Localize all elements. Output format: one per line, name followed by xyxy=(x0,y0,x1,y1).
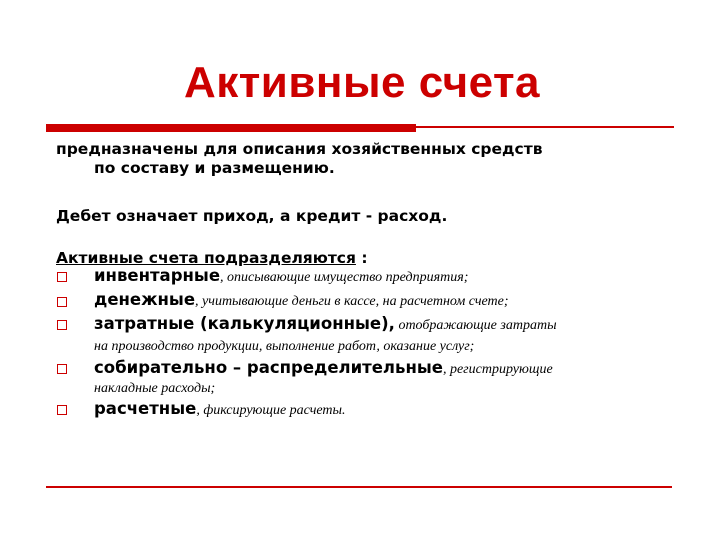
list-item-desc: отображающие затраты xyxy=(394,318,557,333)
intro-text-line1: предназначены для описания хозяйственных средств xyxy=(56,140,543,158)
division-heading xyxy=(56,249,368,267)
intro-text-line2: по составу и размещению. xyxy=(94,159,335,177)
list-item-desc: , учитывающие деньги в кассе, на расчетном счете; xyxy=(195,294,509,309)
list-item xyxy=(94,358,553,380)
list-item xyxy=(94,290,509,312)
hollow-square-bullet-icon xyxy=(57,405,67,415)
list-item-continuation: накладные расходы; xyxy=(94,381,216,396)
title-underline-thick xyxy=(46,124,416,132)
division-heading-colon: : xyxy=(355,249,368,267)
list-item-term: инвентарные xyxy=(94,266,221,285)
list-item-desc: , описывающие имущество предприятия; xyxy=(220,270,469,285)
list-item-term: денежные xyxy=(94,290,196,309)
list-item-term: расчетные xyxy=(94,399,197,418)
hollow-square-bullet-icon xyxy=(57,320,67,330)
list-item-desc: , фиксирующие расчеты. xyxy=(196,403,346,418)
list-item-continuation: на производство продукции, выполнение работ, оказание услуг; xyxy=(94,339,475,354)
list-item xyxy=(94,314,557,336)
list-item xyxy=(94,399,346,421)
division-heading-text: Активные счета подразделяются xyxy=(56,249,356,267)
debit-credit-text: Дебет означает приход, а кредит - расход. xyxy=(56,207,448,225)
list-item-term: собирательно – распределительные xyxy=(94,358,443,377)
hollow-square-bullet-icon xyxy=(57,272,67,282)
hollow-square-bullet-icon xyxy=(57,297,67,307)
list-item-desc: , регистрирующие xyxy=(442,362,553,377)
bottom-divider xyxy=(46,486,672,488)
list-item xyxy=(94,266,468,288)
title-underline-thin xyxy=(416,126,674,128)
list-item-term: затратные (калькуляционные), xyxy=(94,314,395,333)
hollow-square-bullet-icon xyxy=(57,364,67,374)
slide-title: Активные счета xyxy=(183,58,541,107)
